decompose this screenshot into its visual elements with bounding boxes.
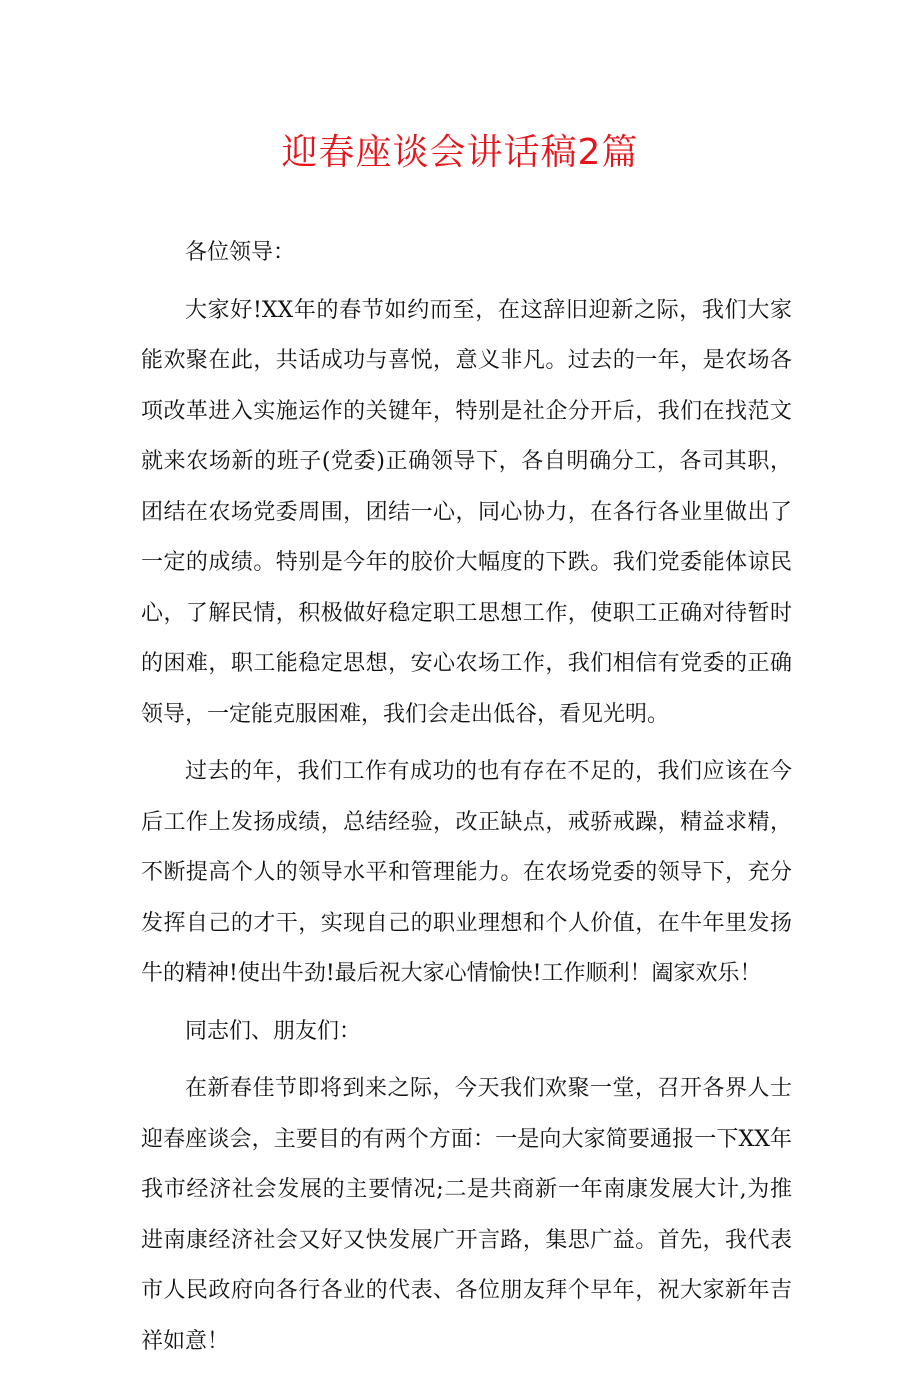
paragraph: 大家好!XX年的春节如约而至，在这辞旧迎新之际，我们大家能欢聚在此，共话成功与喜悦，意义非凡。过去的一年，是农场各项改革进入实施运作的关键年，特别是社企分开后，我们在找范文就来农场新的班子(党委)正确领导下，各自明确分工，各司其职，团结在农场党委周围，团结一心，同心协力，在各行各业里做出了一定的成绩。特别是今年的胶价大幅度的下跌。我们党委能体谅民心，了解民情，积极做好稳定职工思想工作，使职工正确对待暂时的困难，职工能稳定思想，安心农场工作，我们相信有党委的正确领导，一定能克服困难，我们会走出低谷，看见光明。 bbox=[141, 297, 792, 727]
document-title: 迎春座谈会讲话稿2篇 bbox=[281, 132, 639, 173]
salutation-leaders: 各位领导： bbox=[185, 240, 296, 265]
document-body bbox=[141, 228, 792, 1374]
paragraph: 过去的年，我们工作有成功的也有存在不足的，我们应该在今后工作上发扬成绩，总结经验，改正缺点，戒骄戒躁，精益求精，不断提高个人的领导水平和管理能力。在农场党委的领导下，充分发挥自己的才干，实现自己的职业理想和个人价值，在牛年里发扬牛的精神!使出牛劲!最后祝大家心情愉快!工作顺利！阖家欢乐！ bbox=[141, 759, 792, 986]
salutation-comrades: 同志们、朋友们： bbox=[185, 1018, 362, 1044]
paragraph: 在新春佳节即将到来之际，今天我们欢聚一堂，召开各界人士迎春座谈会，主要目的有两个方面：一是向大家简要通报一下XX年我市经济社会发展的主要情况;二是共商新一年南康发展大计,为推进南康经济社会又好又快发展广开言路，集思广益。首先，我代表市人民政府向各行各业的代表、各位朋友拜个早年，祝大家新年吉祥如意！ bbox=[141, 1076, 792, 1354]
